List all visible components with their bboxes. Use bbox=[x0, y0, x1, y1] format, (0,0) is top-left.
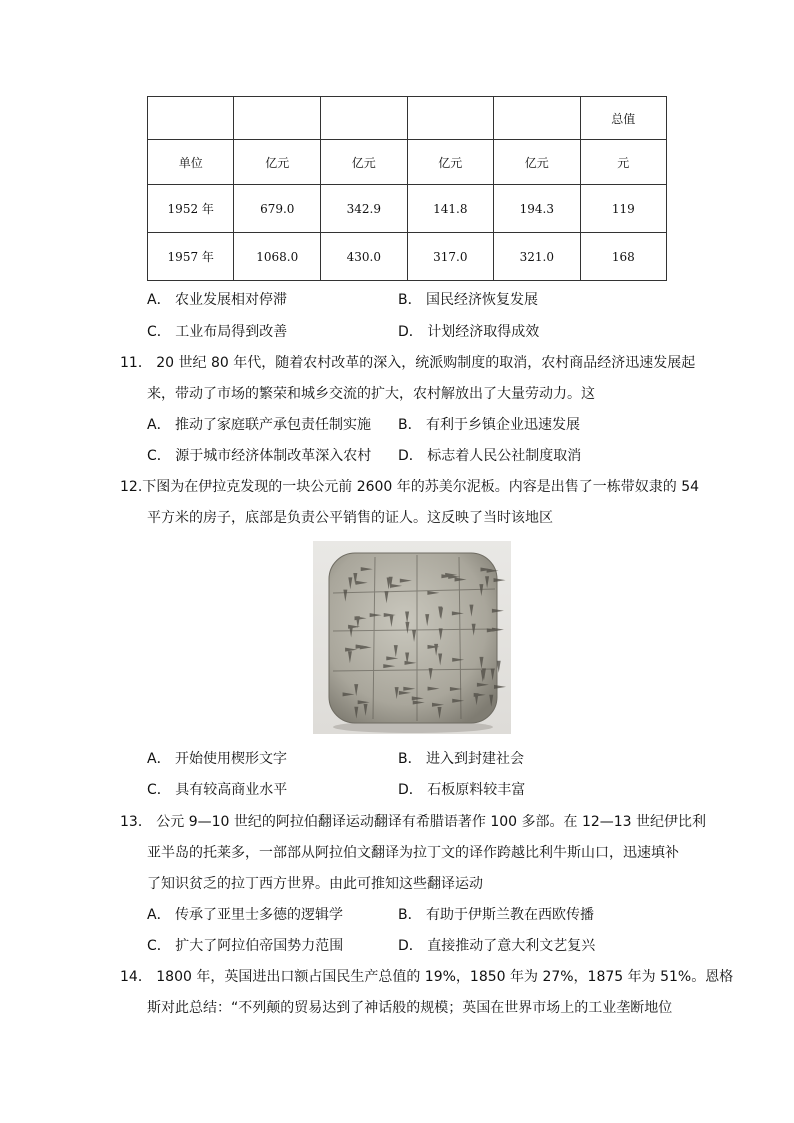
table-cell: 元 bbox=[580, 140, 666, 185]
q13-option-c: C． 扩大了阿拉伯帝国势力范围 bbox=[147, 938, 344, 954]
table-cell: 430.0 bbox=[321, 233, 408, 281]
q12-option-a: A． 开始使用楔形文字 bbox=[147, 751, 288, 767]
q14-stem-line1: 14． 1800 年，英国进出口额占国民生产总值的 19%，1850 年为 27%，1875 年为 51%。恩格 bbox=[120, 969, 734, 985]
q13-stem-line1: 13． 公元 9—10 世纪的阿拉伯翻译运动翻译有希腊语著作 100 多部。在 12—13 世纪伊比利 bbox=[120, 814, 707, 830]
table-row bbox=[148, 185, 667, 233]
table-cell: 342.9 bbox=[321, 185, 408, 233]
q13-stem-line2: 亚半岛的托莱多，一部部从阿拉伯文翻译为拉丁文的译作跨越比利牛斯山口，迅速填补 bbox=[147, 845, 679, 861]
cuneiform-wedge bbox=[492, 628, 504, 632]
table-cell: 194.3 bbox=[494, 185, 581, 233]
table-cell: 总值 bbox=[580, 97, 666, 140]
q14-stem-line2: 斯对此总结：“不列颠的贸易达到了神话般的规模；英国在世界市场上的工业垄断地位 bbox=[147, 1000, 673, 1016]
table-cell: 1957 年 bbox=[148, 233, 234, 281]
q11-option-a: A． 推动了家庭联产承包责任制实施 bbox=[147, 417, 372, 433]
table-cell bbox=[234, 97, 321, 140]
table-cell: 亿元 bbox=[321, 140, 408, 185]
q10-option-a: A． 农业发展相对停滞 bbox=[147, 292, 288, 308]
q11-option-b: B． 有利于乡镇企业迅速发展 bbox=[398, 417, 581, 433]
table-cell: 119 bbox=[580, 185, 666, 233]
q13-option-b: B． 有助于伊斯兰教在西欧传播 bbox=[398, 907, 595, 923]
table-cell: 679.0 bbox=[234, 185, 321, 233]
table-cell bbox=[148, 97, 234, 140]
q10-option-c: C． 工业布局得到改善 bbox=[147, 324, 288, 340]
table-cell: 141.8 bbox=[407, 185, 494, 233]
q12-option-c: C． 具有较高商业水平 bbox=[147, 782, 288, 798]
table-cell: 321.0 bbox=[494, 233, 581, 281]
q11-stem-line2: 来，带动了市场的繁荣和城乡交流的扩大，农村解放出了大量劳动力。这 bbox=[147, 386, 595, 402]
table-cell: 1068.0 bbox=[234, 233, 321, 281]
cuneiform-wedge bbox=[494, 685, 506, 689]
q12-option-b: B． 进入到封建社会 bbox=[398, 751, 525, 767]
q11-option-c: C． 源于城市经济体制改革深入农村 bbox=[147, 448, 372, 464]
economy-table bbox=[147, 96, 667, 281]
table-cell bbox=[321, 97, 408, 140]
cuneiform-wedge bbox=[494, 578, 506, 582]
clay-tablet-illustration bbox=[313, 541, 511, 734]
q12-stem-line2: 平方米的房子，底部是负责公平销售的证人。这反映了当时该地区 bbox=[147, 510, 553, 526]
cuneiform-wedge bbox=[492, 609, 504, 613]
table-cell: 单位 bbox=[148, 140, 234, 185]
sumerian-tablet-image bbox=[313, 541, 511, 734]
q12-stem-line1: 12.下图为在伊拉克发现的一块公元前 2600 年的苏美尔泥板。内容是出售了一栋带奴隶的 54 bbox=[120, 479, 700, 495]
q11-option-d: D． 标志着人民公社制度取消 bbox=[398, 448, 582, 464]
table-cell: 亿元 bbox=[494, 140, 581, 185]
table-row bbox=[148, 97, 667, 140]
q10-option-d: D． 计划经济取得成效 bbox=[398, 324, 540, 340]
table-cell bbox=[407, 97, 494, 140]
table-cell: 亿元 bbox=[234, 140, 321, 185]
table-cell: 1952 年 bbox=[148, 185, 234, 233]
q13-option-d: D． 直接推动了意大利文艺复兴 bbox=[398, 938, 596, 954]
table-cell: 168 bbox=[580, 233, 666, 281]
table-row bbox=[148, 233, 667, 281]
q13-option-a: A． 传承了亚里士多德的逻辑学 bbox=[147, 907, 344, 923]
q10-option-b: B． 国民经济恢复发展 bbox=[398, 292, 539, 308]
table-cell bbox=[494, 97, 581, 140]
q12-option-d: D． 石板原料较丰富 bbox=[398, 782, 526, 798]
table-cell: 亿元 bbox=[407, 140, 494, 185]
table-cell: 317.0 bbox=[407, 233, 494, 281]
table-row bbox=[148, 140, 667, 185]
q13-stem-line3: 了知识贫乏的拉丁西方世界。由此可推知这些翻译运动 bbox=[147, 876, 483, 892]
q11-stem-line1: 11． 20 世纪 80 年代，随着农村改革的深入，统派购制度的取消，农村商品经济迅速发展起 bbox=[120, 355, 696, 371]
